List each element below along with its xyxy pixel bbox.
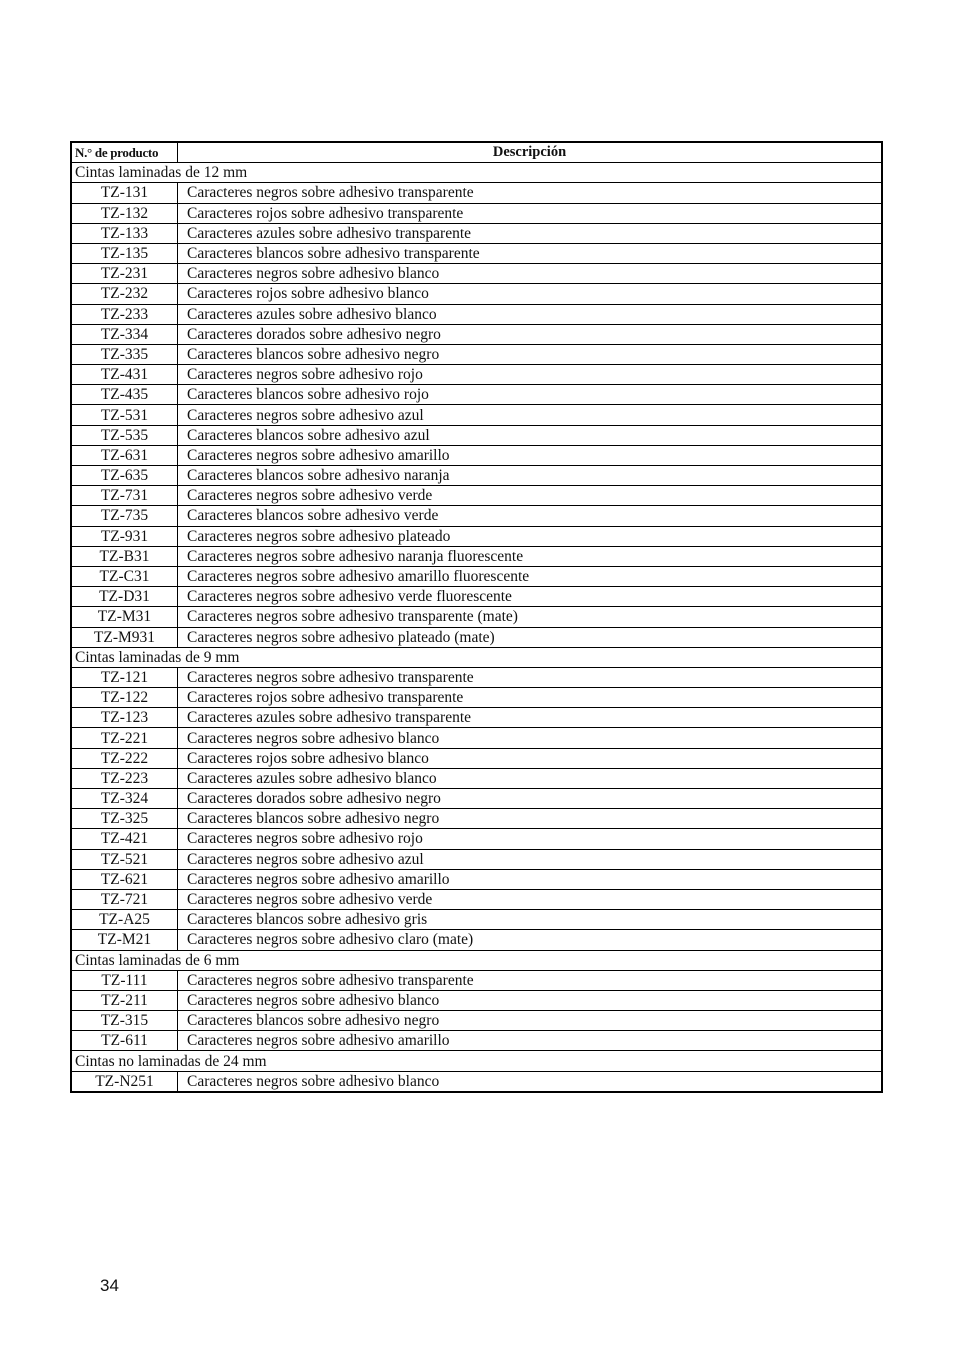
product-code: TZ-635 — [71, 466, 178, 486]
page-number: 34 — [100, 1276, 119, 1295]
product-description: Caracteres negros sobre adhesivo blanco — [178, 264, 883, 284]
table-row — [71, 768, 882, 788]
product-code: TZ-232 — [71, 284, 178, 304]
product-description: Caracteres azules sobre adhesivo blanco — [178, 768, 883, 788]
table-row — [71, 889, 882, 909]
table-row — [71, 869, 882, 889]
product-table — [70, 141, 883, 1093]
header-description: Descripción — [178, 142, 883, 163]
product-code: TZ-133 — [71, 223, 178, 243]
section-title: Cintas laminadas de 12 mm — [71, 163, 882, 183]
product-code: TZ-735 — [71, 506, 178, 526]
product-code: TZ-535 — [71, 425, 178, 445]
table-row — [71, 344, 882, 364]
product-description: Caracteres blancos sobre adhesivo azul — [178, 425, 883, 445]
table-row — [71, 445, 882, 465]
table-row — [71, 466, 882, 486]
product-description: Caracteres negros sobre adhesivo amarillo — [178, 869, 883, 889]
table-row — [71, 748, 882, 768]
section-row — [71, 647, 882, 667]
product-description: Caracteres blancos sobre adhesivo naranja — [178, 466, 883, 486]
product-code: TZ-315 — [71, 1011, 178, 1031]
table-row — [71, 1071, 882, 1092]
table-row — [71, 829, 882, 849]
product-code: TZ-325 — [71, 809, 178, 829]
table-row — [71, 1031, 882, 1051]
product-description: Caracteres negros sobre adhesivo plateado — [178, 526, 883, 546]
table-row — [71, 849, 882, 869]
table-row — [71, 789, 882, 809]
table-row — [71, 526, 882, 546]
section-row — [71, 163, 882, 183]
product-code: TZ-222 — [71, 748, 178, 768]
product-description: Caracteres rojos sobre adhesivo blanco — [178, 284, 883, 304]
product-description: Caracteres negros sobre adhesivo blanco — [178, 1071, 883, 1092]
product-code: TZ-531 — [71, 405, 178, 425]
product-code: TZ-123 — [71, 708, 178, 728]
product-code: TZ-121 — [71, 667, 178, 687]
product-description: Caracteres negros sobre adhesivo blanco — [178, 728, 883, 748]
product-code: TZ-M31 — [71, 607, 178, 627]
product-description: Caracteres negros sobre adhesivo blanco — [178, 990, 883, 1010]
table-row — [71, 566, 882, 586]
product-description: Caracteres negros sobre adhesivo azul — [178, 405, 883, 425]
table-row — [71, 365, 882, 385]
section-row — [71, 1051, 882, 1071]
product-description: Caracteres blancos sobre adhesivo gris — [178, 910, 883, 930]
section-title: Cintas laminadas de 6 mm — [71, 950, 882, 970]
product-description: Caracteres negros sobre adhesivo transparente — [178, 667, 883, 687]
header-row — [71, 142, 882, 163]
table-row — [71, 587, 882, 607]
table-row — [71, 264, 882, 284]
product-code: TZ-C31 — [71, 566, 178, 586]
product-description: Caracteres rojos sobre adhesivo blanco — [178, 748, 883, 768]
product-description: Caracteres azules sobre adhesivo blanco — [178, 304, 883, 324]
product-code: TZ-221 — [71, 728, 178, 748]
product-description: Caracteres azules sobre adhesivo transparente — [178, 708, 883, 728]
product-code: TZ-N251 — [71, 1071, 178, 1092]
product-code: TZ-611 — [71, 1031, 178, 1051]
table-row — [71, 708, 882, 728]
table-row — [71, 990, 882, 1010]
table-row — [71, 284, 882, 304]
table-row — [71, 930, 882, 950]
table-row — [71, 183, 882, 203]
product-code: TZ-D31 — [71, 587, 178, 607]
table-row — [71, 405, 882, 425]
table-row — [71, 223, 882, 243]
product-description: Caracteres negros sobre adhesivo amarillo — [178, 1031, 883, 1051]
table-row — [71, 243, 882, 263]
product-description: Caracteres blancos sobre adhesivo transparente — [178, 243, 883, 263]
product-code: TZ-M21 — [71, 930, 178, 950]
section-title: Cintas no laminadas de 24 mm — [71, 1051, 882, 1071]
product-description: Caracteres rojos sobre adhesivo transparente — [178, 688, 883, 708]
product-code: TZ-324 — [71, 789, 178, 809]
product-description: Caracteres dorados sobre adhesivo negro — [178, 789, 883, 809]
product-code: TZ-421 — [71, 829, 178, 849]
product-description: Caracteres blancos sobre adhesivo negro — [178, 1011, 883, 1031]
product-code: TZ-435 — [71, 385, 178, 405]
table-header — [71, 142, 882, 163]
table-row — [71, 728, 882, 748]
table-row — [71, 688, 882, 708]
product-description: Caracteres negros sobre adhesivo transparente — [178, 970, 883, 990]
table-row — [71, 506, 882, 526]
product-description: Caracteres negros sobre adhesivo transparente (mate) — [178, 607, 883, 627]
product-description: Caracteres negros sobre adhesivo verde fluorescente — [178, 587, 883, 607]
product-description: Caracteres blancos sobre adhesivo negro — [178, 809, 883, 829]
product-code: TZ-431 — [71, 365, 178, 385]
table-row — [71, 546, 882, 566]
table-body — [71, 163, 882, 1092]
table-row — [71, 486, 882, 506]
product-description: Caracteres negros sobre adhesivo claro (mate) — [178, 930, 883, 950]
product-code: TZ-131 — [71, 183, 178, 203]
table-row — [71, 203, 882, 223]
product-code: TZ-621 — [71, 869, 178, 889]
product-description: Caracteres blancos sobre adhesivo negro — [178, 344, 883, 364]
product-description: Caracteres negros sobre adhesivo verde — [178, 486, 883, 506]
product-code: TZ-132 — [71, 203, 178, 223]
product-description: Caracteres rojos sobre adhesivo transparente — [178, 203, 883, 223]
section-row — [71, 950, 882, 970]
table-row — [71, 425, 882, 445]
product-description: Caracteres negros sobre adhesivo azul — [178, 849, 883, 869]
product-description: Caracteres blancos sobre adhesivo verde — [178, 506, 883, 526]
table-row — [71, 970, 882, 990]
table-row — [71, 1011, 882, 1031]
header-product-number: N.° de producto — [71, 142, 178, 163]
product-code: TZ-M931 — [71, 627, 178, 647]
section-title: Cintas laminadas de 9 mm — [71, 647, 882, 667]
product-description: Caracteres negros sobre adhesivo transparente — [178, 183, 883, 203]
product-code: TZ-211 — [71, 990, 178, 1010]
table-row — [71, 304, 882, 324]
product-code: TZ-223 — [71, 768, 178, 788]
product-code: TZ-122 — [71, 688, 178, 708]
product-code: TZ-731 — [71, 486, 178, 506]
table-row — [71, 809, 882, 829]
product-description: Caracteres negros sobre adhesivo rojo — [178, 365, 883, 385]
product-description: Caracteres negros sobre adhesivo amarillo fluorescente — [178, 566, 883, 586]
product-code: TZ-335 — [71, 344, 178, 364]
product-code: TZ-721 — [71, 889, 178, 909]
product-description: Caracteres negros sobre adhesivo plateado (mate) — [178, 627, 883, 647]
table-row — [71, 910, 882, 930]
product-code: TZ-334 — [71, 324, 178, 344]
product-description: Caracteres dorados sobre adhesivo negro — [178, 324, 883, 344]
product-code: TZ-B31 — [71, 546, 178, 566]
product-code: TZ-A25 — [71, 910, 178, 930]
product-description: Caracteres negros sobre adhesivo rojo — [178, 829, 883, 849]
table-row — [71, 607, 882, 627]
product-code: TZ-521 — [71, 849, 178, 869]
table-row — [71, 627, 882, 647]
product-description: Caracteres negros sobre adhesivo amarillo — [178, 445, 883, 465]
product-description: Caracteres blancos sobre adhesivo rojo — [178, 385, 883, 405]
product-code: TZ-931 — [71, 526, 178, 546]
table-row — [71, 385, 882, 405]
table-row — [71, 324, 882, 344]
product-code: TZ-233 — [71, 304, 178, 324]
product-description: Caracteres negros sobre adhesivo naranja fluorescente — [178, 546, 883, 566]
product-code: TZ-111 — [71, 970, 178, 990]
product-description: Caracteres azules sobre adhesivo transparente — [178, 223, 883, 243]
product-description: Caracteres negros sobre adhesivo verde — [178, 889, 883, 909]
table-row — [71, 667, 882, 687]
product-code: TZ-631 — [71, 445, 178, 465]
product-code: TZ-231 — [71, 264, 178, 284]
product-code: TZ-135 — [71, 243, 178, 263]
